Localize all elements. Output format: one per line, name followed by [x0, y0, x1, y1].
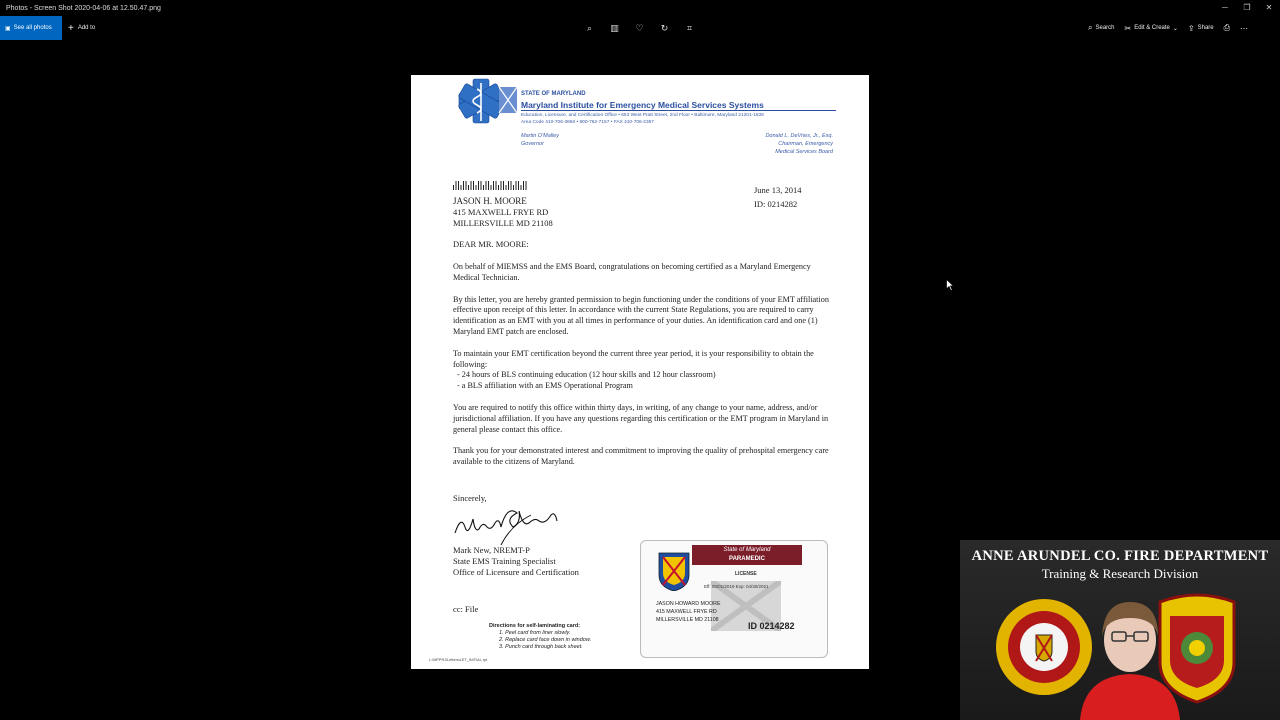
cc-line: cc: File — [453, 604, 479, 614]
signer-name: Mark New, NREMT-P — [453, 545, 530, 555]
title-bar — [0, 0, 1280, 16]
letterhead-rule — [521, 110, 836, 111]
chairman-title-2: Medical Services Board — [775, 149, 833, 155]
share-icon: ⇪ — [1187, 23, 1195, 33]
more-icon: ⋯ — [1240, 23, 1249, 33]
crop-icon[interactable]: ⌗ — [686, 22, 693, 33]
paragraph-5: Thank you for your demonstrated interest and commitment to improving the quality of prehospital emergency care available to the citizens of Maryland. — [453, 446, 829, 467]
paragraph-4: You are required to notify this office within thirty days, in writing, of any change to your name, address, and/or jurisdictional affiliation. If you have any questions regarding this certification or the EMT program in Maryland in general please contact this office. — [453, 402, 829, 434]
card-level: PARAMEDIC — [729, 556, 765, 562]
delete-icon[interactable]: ▥ — [610, 22, 619, 33]
closing: Sincerely, — [453, 493, 487, 503]
print-icon: ⎙ — [1223, 23, 1231, 32]
card-license-label: LICENSE — [735, 571, 757, 577]
letterhead-state: STATE OF MARYLAND — [521, 91, 586, 97]
recipient-name: JASON H. MOORE — [453, 196, 527, 206]
rotate-icon[interactable]: ↻ — [660, 22, 669, 33]
letterhead-institute: Maryland Institute for Emergency Medical Services Systems — [521, 100, 764, 110]
image-tools — [585, 16, 694, 40]
edit-icon: ✂ — [1124, 23, 1132, 33]
letter-date: June 13, 2014 — [754, 185, 802, 195]
favorite-icon[interactable]: ♡ — [635, 22, 644, 33]
search-label: Search — [1095, 25, 1115, 31]
right-tools — [1088, 16, 1248, 40]
see-all-photos-label: See all photos — [13, 25, 52, 31]
certification-letter-image — [411, 75, 869, 669]
share-button[interactable] — [1188, 24, 1214, 33]
overlay-subtitle: Training & Research Division — [1041, 566, 1199, 581]
paragraph-1: On behalf of MIEMSS and the EMS Board, congratulations on becoming certified as a Maryland Emergency Medical Technician. — [453, 262, 811, 282]
requirement-item-2: - a BLS affiliation with an EMS Operational Program — [457, 381, 633, 391]
governor-title: Governor — [521, 141, 544, 147]
salutation: DEAR MR. MOORE: — [453, 239, 529, 249]
miemss-logo-icon — [449, 77, 519, 125]
restore-icon[interactable]: ❐ — [1243, 3, 1251, 12]
more-button[interactable] — [1240, 24, 1248, 33]
mouse-cursor-icon — [946, 279, 954, 291]
chevron-down-icon: ⌄ — [1172, 25, 1178, 32]
training-division-patch-icon — [1156, 592, 1238, 704]
paragraph-2: By this letter, you are hereby granted permission to begin functioning under the conditions of your EMT affiliation effective upon receipt of this letter. In accordance with the current State Regulations, you are required to carry identification as an EMT with you at all times in performance of your duties. An identification card and one (1) Maryland EMT patch are enclosed. — [453, 294, 829, 336]
letter-body — [453, 262, 838, 479]
chairman-title-1: Chairman, Emergency — [778, 141, 833, 147]
plus-icon: + — [68, 22, 74, 34]
card-holder — [656, 600, 721, 624]
requirement-item-1: - 24 hours of BLS continuing education (12 hour skills and 12 hour classroom) — [457, 370, 716, 380]
see-all-photos-button[interactable] — [0, 16, 62, 40]
search-button[interactable] — [1088, 23, 1115, 33]
signer-office: Office of Licensure and Certification — [453, 567, 579, 577]
minimize-icon[interactable]: ─ — [1222, 3, 1228, 12]
postal-barcode — [453, 181, 529, 190]
maryland-seal-icon — [657, 551, 691, 591]
paragraph-3-intro: To maintain your EMT certification beyond the current three year period, it is your responsibility to obtain the following: — [453, 348, 814, 369]
signer-block — [453, 545, 579, 578]
window-controls — [1214, 0, 1280, 16]
license-card — [640, 540, 828, 658]
governor-block — [521, 132, 559, 148]
zoom-icon[interactable]: ⌕ — [586, 22, 593, 33]
overlay-title: ANNE ARUNDEL CO. FIRE DEPARTMENT — [971, 548, 1269, 564]
card-holder-name: JASON HOWARD MOORE — [656, 601, 721, 607]
chairman-name: Donald L. DeVries, Jr., Esq. — [765, 133, 833, 139]
lamination-directions — [489, 623, 591, 651]
letterhead-phone: Area Code 410-706-3666 • 800-762-7157 • FAX 410-706-2367 — [521, 120, 654, 125]
card-state: State of Maryland — [723, 547, 771, 553]
letter-id: ID: 0214282 — [754, 199, 798, 209]
directions-step-2: 2. Replace card face down in window. — [499, 637, 592, 643]
recipient-city: MILLERSVILLE MD 21108 — [453, 218, 553, 228]
letter-date-id — [754, 183, 801, 211]
recipient-address — [453, 196, 553, 229]
card-holder-city: MILLERSVILLE MD 21108 — [656, 617, 719, 623]
edit-create-button[interactable] — [1125, 24, 1178, 33]
add-to-label: Add to — [77, 25, 96, 31]
edit-create-label: Edit & Create — [1134, 25, 1170, 31]
share-label: Share — [1197, 25, 1214, 31]
window-title: Photos - Screen Shot 2020-04-06 at 12.50.47.png — [6, 4, 161, 12]
card-dates: Eff: 05/01/2019 Exp: 04/30/2021 — [704, 584, 769, 589]
card-holder-street: 415 MAXWELL FRYE RD — [656, 609, 717, 615]
signature-image — [451, 505, 576, 547]
governor-name: Martin O'Malley — [521, 133, 560, 139]
card-banner — [692, 545, 802, 565]
directions-step-1: 1. Peel card from liner slowly. — [499, 630, 571, 636]
search-icon: ⌕ — [1088, 23, 1093, 32]
recipient-street: 415 MAXWELL FRYE RD — [453, 207, 549, 217]
print-button[interactable] — [1224, 23, 1230, 33]
chairman-block — [765, 132, 833, 156]
card-id: ID 0214282 — [748, 621, 795, 631]
directions-step-3: 3. Punch card through back sheet. — [499, 644, 583, 650]
signer-title: State EMS Training Specialist — [453, 556, 556, 566]
close-icon[interactable]: ✕ — [1265, 3, 1273, 12]
letterhead-address: Education, Licensure, and Certification Office • 653 West Pratt Street, 2nd Floor • Baltimore, Maryland 21201-1536 — [521, 113, 764, 118]
directions-title: Directions for self-laminating card: — [489, 623, 581, 629]
paragraph-3 — [453, 349, 838, 392]
toolbar — [0, 16, 1280, 40]
presenter-video-overlay — [960, 540, 1280, 720]
file-path-footnote: L:\MPPRJ\Letters\LET_INITIAL.rpt — [429, 658, 488, 662]
photos-icon: ▣ — [5, 25, 11, 32]
add-to-button[interactable] — [68, 16, 95, 40]
